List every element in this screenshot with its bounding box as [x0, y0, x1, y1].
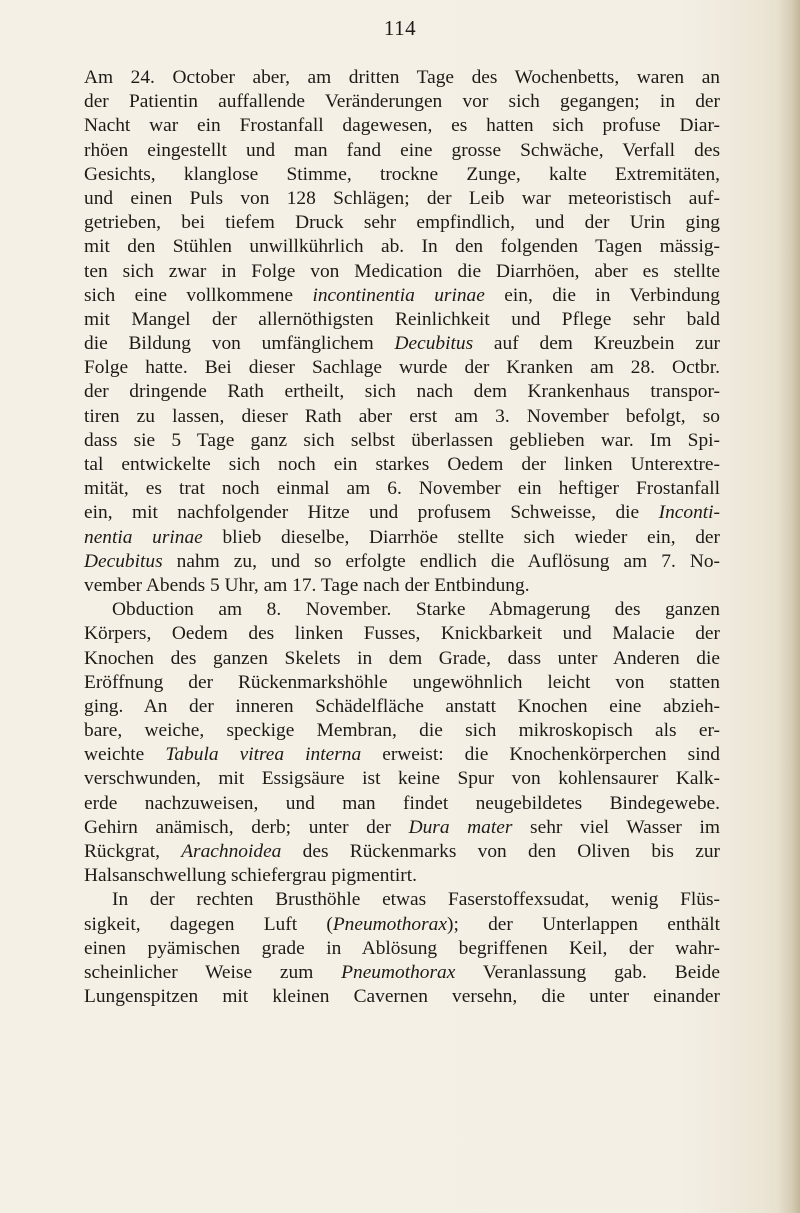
- text-run: sehr viel Wasser im: [512, 816, 720, 838]
- text-run: nahm zu, und so erfolgte endlich die Auflösung am 7. No-: [162, 550, 720, 572]
- text-run: der Patientin auffallende Veränderungen vor sich gegangen; in der: [84, 91, 720, 113]
- text-run: ein, mit nachfolgender Hitze und profusem Schweisse, die: [84, 502, 659, 524]
- text-line: [84, 550, 720, 574]
- text-line: [84, 429, 720, 453]
- text-line: [84, 114, 720, 138]
- text-line: [84, 622, 720, 646]
- text-run: weichte: [84, 744, 166, 766]
- text-line: [84, 526, 720, 550]
- italic-term: Pneumothorax: [341, 961, 456, 983]
- text-line: [84, 332, 720, 356]
- text-line: [84, 695, 720, 719]
- text-run: erweist: die Knochenkörperchen sind: [361, 744, 721, 766]
- italic-term: Tabula vitrea interna: [165, 744, 362, 766]
- page-number: 114: [383, 16, 417, 40]
- text-run: blieb dieselbe, Diarrhöe stellte sich wieder ein, der: [202, 526, 720, 548]
- text-line: [84, 187, 720, 211]
- text-line: [84, 163, 720, 187]
- text-line: [84, 356, 720, 380]
- text-run: dass sie 5 Tage ganz sich selbst überlassen geblieben war. Im Spi-: [84, 429, 720, 451]
- text-line: [84, 719, 720, 743]
- text-run: verschwunden, mit Essigsäure ist keine Spur von kohlensaurer Kalk-: [84, 768, 720, 790]
- text-run: Gehirn anämisch, derb; unter der: [84, 816, 409, 838]
- text-line: [84, 671, 720, 695]
- text-line: [84, 792, 720, 816]
- text-run: vember Abends 5 Uhr, am 17. Tage nach der Entbindung.: [84, 574, 530, 596]
- text-line: [84, 501, 720, 525]
- text-run: Veranlassung gab. Beide: [455, 961, 720, 983]
- text-run: Lungenspitzen mit kleinen Cavernen versehn, die unter einander: [84, 986, 720, 1008]
- text-line: [84, 647, 720, 671]
- italic-term: Decubitus: [84, 550, 163, 572]
- text-run: mität, es trat noch einmal am 6. November ein heftiger Frostanfall: [84, 478, 720, 500]
- text-run: In der rechten Brusthöhle etwas Faserstoffexsudat, wenig Flüs-: [112, 889, 720, 911]
- text-line: [84, 453, 720, 477]
- italic-term: incontinentia urinae: [312, 284, 485, 306]
- text-run: ten sich zwar in Folge von Medication die Diarrhöen, aber es stellte: [84, 260, 720, 282]
- text-run: Am 24. October aber, am dritten Tage des Wochenbetts, waren an: [84, 67, 720, 88]
- text-run: auf dem Kreuzbein zur: [473, 333, 721, 355]
- text-run: mit den Stühlen unwillkührlich ab. In den folgenden Tagen mässig-: [84, 236, 720, 258]
- text-run: mit Mangel der allernöthigsten Reinlichkeit und Pflege sehr bald: [84, 308, 720, 330]
- italic-term: Pneumothorax: [332, 913, 447, 935]
- text-run: sigkeit, dagegen Luft (: [84, 913, 333, 935]
- text-run: tal entwickelte sich noch ein starkes Oedem der linken Unterextre-: [84, 454, 720, 475]
- text-run: rhöen eingestellt und man fand eine grosse Schwäche, Verfall des: [84, 139, 720, 161]
- text-run: Rückgrat,: [84, 841, 182, 862]
- text-line: [84, 985, 720, 1009]
- text-line: [84, 961, 720, 985]
- text-line: [84, 139, 720, 163]
- text-run: erde nachzuweisen, und man findet neugebildetes Bindegewebe.: [84, 792, 720, 814]
- text-run: des Rückenmarks von den Oliven bis zur: [281, 841, 720, 862]
- text-run: getrieben, bei tiefem Druck sehr empfindlich, und der Urin ging: [84, 212, 720, 234]
- text-line: [84, 66, 720, 90]
- text-line: [84, 380, 720, 404]
- text-run: ); der Unterlappen enthält: [446, 913, 720, 935]
- text-run: der dringende Rath ertheilt, sich nach dem Krankenhaus transpor-: [84, 381, 720, 403]
- italic-term: Inconti-: [658, 502, 720, 524]
- text-line: [84, 260, 720, 284]
- text-run: Halsanschwellung schiefergrau pigmentirt.: [84, 865, 417, 887]
- text-line: [84, 308, 720, 332]
- text-line: [84, 840, 720, 864]
- text-line: [84, 913, 720, 937]
- text-line: [84, 743, 720, 767]
- text-run: einen pyämischen grade in Ablösung begriffenen Keil, der wahr-: [84, 937, 720, 959]
- text-run: die Bildung von umfänglichem: [84, 333, 395, 355]
- text-line: [84, 598, 720, 622]
- text-line: [84, 574, 720, 598]
- text-run: Knochen des ganzen Skelets in dem Grade, dass unter Anderen die: [84, 647, 720, 669]
- text-run: Eröffnung der Rückenmarkshöhle ungewöhnlich leicht von statten: [84, 671, 720, 693]
- text-run: Folge hatte. Bei dieser Sachlage wurde der Kranken am 28. Octbr.: [84, 357, 720, 379]
- text-run: bare, weiche, speckige Membran, die sich mikroskopisch als er-: [84, 720, 720, 742]
- text-line: [84, 937, 720, 961]
- text-line: [84, 864, 720, 888]
- italic-term: Decubitus: [394, 333, 474, 355]
- page-edge-shadow: [778, 0, 800, 1213]
- italic-term: Arachnoidea: [181, 841, 282, 862]
- text-line: [84, 477, 720, 501]
- text-run: scheinlicher Weise zum: [84, 961, 342, 983]
- text-line: [84, 405, 720, 429]
- text-line: [84, 888, 720, 912]
- text-line: [84, 235, 720, 259]
- text-run: Gesichts, klanglose Stimme, trockne Zunge, kalte Extremitäten,: [84, 163, 720, 185]
- italic-term: nentia urinae: [84, 526, 203, 548]
- text-line: [84, 816, 720, 840]
- text-line: [84, 767, 720, 791]
- text-run: tiren zu lassen, dieser Rath aber erst am 3. November befolgt, so: [84, 405, 720, 427]
- italic-term: Dura mater: [408, 816, 513, 838]
- text-run: sich eine vollkommene: [84, 284, 313, 306]
- text-run: ging. An der inneren Schädelfläche anstatt Knochen eine abzieh-: [84, 695, 720, 717]
- text-run: und einen Puls von 128 Schlägen; der Leib war meteoristisch auf-: [84, 187, 720, 209]
- text-run: ein, die in Verbindung: [484, 284, 720, 306]
- text-run: Obduction am 8. November. Starke Abmagerung des ganzen: [112, 599, 720, 621]
- text-run: Nacht war ein Frostanfall dagewesen, es hatten sich profuse Diar-: [84, 115, 720, 137]
- text-run: Körpers, Oedem des linken Fusses, Knickbarkeit und Malacie der: [84, 623, 720, 645]
- text-line: [84, 211, 720, 235]
- body-text: [84, 66, 720, 1009]
- text-line: [84, 90, 720, 114]
- text-line: [84, 284, 720, 308]
